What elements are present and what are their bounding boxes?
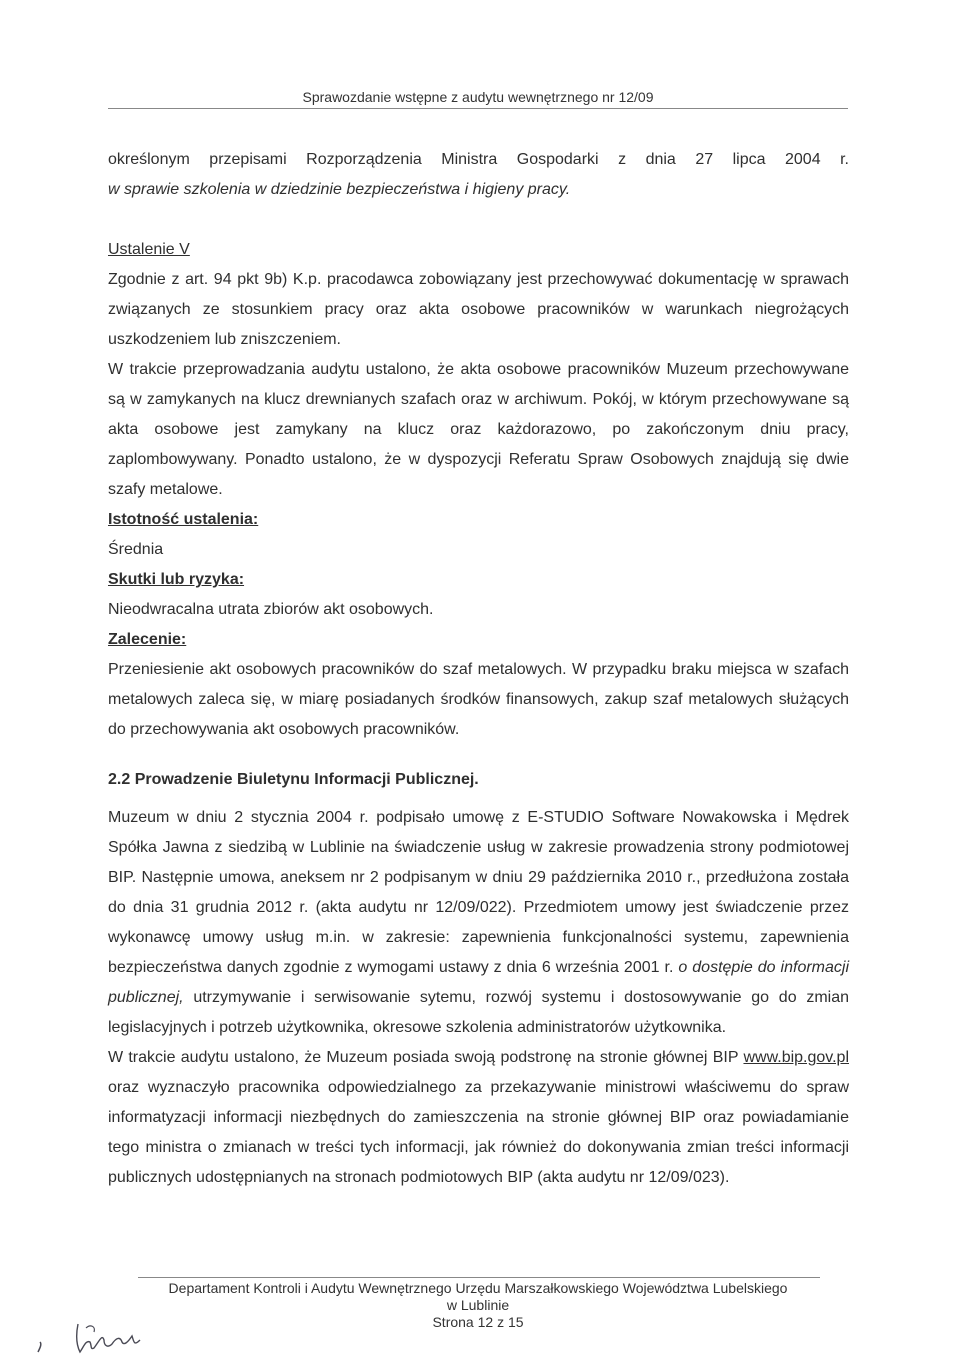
act-title-italic: o dostępie do informacji publicznej, bbox=[108, 959, 850, 1006]
recommendation-heading: Zalecenie: bbox=[108, 631, 187, 648]
significance-heading: Istotność ustalenia: bbox=[108, 511, 259, 528]
finding-paragraph-2: W trakcie przeprowadzania audytu ustalono, że akta osobowe pracowników Muzeum przechowywane są w zamykanych na klucz drewnianych szafach oraz w archiwum. Pokój, w którym przechowywane są akta osobowe jest zamykany na klucz oraz każdorazowo, po zakończonym dniu pracy, zaplombowywany. Ponadto ustalono, że w dyspozycji Referatu Spraw Osobowych znajdują się dwie szafy metalowe. bbox=[108, 361, 849, 498]
risks-heading: Skutki lub ryzyka: bbox=[108, 571, 245, 588]
section-title: 2.2 Prowadzenie Biuletynu Informacji Publicznej. bbox=[108, 771, 479, 788]
page-number: Strona 12 z 15 bbox=[432, 1314, 524, 1330]
risks-value: Nieodwracalna utrata zbiorów akt osobowych. bbox=[108, 601, 434, 618]
document-body bbox=[108, 145, 849, 1193]
footer-city: w Lublinie bbox=[446, 1297, 510, 1313]
bip-paragraph-2 bbox=[108, 1043, 849, 1193]
running-header: Sprawozdanie wstępne z audytu wewnętrznego nr 12/09 bbox=[302, 89, 654, 105]
finding-heading: Ustalenie V bbox=[108, 241, 190, 258]
bip-link[interactable]: www.bip.gov.pl bbox=[743, 1049, 849, 1066]
bip-paragraph-2-text-b: oraz wyznaczyło pracownika odpowiedzialnego za przekazywanie ministrowi właściwemu do spraw informatyzacji informacji niezbędnych do zamieszczenia na stronie głównej BIP oraz powiadamianie tego ministra o zmianach w treści tych informacji, jak również do dokonywania zmian treści informacji publicznych udostępnianych na stronach podmiotowych BIP (akta audytu nr 12/09/023). bbox=[108, 1079, 849, 1186]
intro-line-2-regulation-title: w sprawie szkolenia w dziedzinie bezpieczeństwa i higieny pracy. bbox=[108, 181, 571, 198]
header-divider bbox=[108, 108, 848, 109]
bip-paragraph-2-text-a: W trakcie audytu ustalono, że Muzeum posiada swoją podstronę na stronie głównej BIP bbox=[108, 1049, 744, 1066]
bip-paragraph-1-text-a: Muzeum w dniu 2 stycznia 2004 r. podpisało umowę z E-STUDIO Software Nowakowska i Mędrek Spółka Jawna z siedzibą w Lublinie na świadczenie usług w zakresie prowadzenia strony podmiotowej BIP. Następnie umowa, aneksem nr 2 podpisanym w dniu 29 października 2010 r., przedłużona została do dnia 31 grudnia 2012 r. (akta audytu nr 12/09/022). Przedmiotem umowy jest świadczenie przez wykonawcę umowy usług m.in. w zakresie: zapewnienia funkcjonalności systemu, zapewnienia bezpieczeństwa danych zgodnie z wymogami ustawy z dnia 6 września 2001 r. bbox=[108, 809, 849, 976]
recommendation-value: Przeniesienie akt osobowych pracowników do szaf metalowych. W przypadku braku miejsca w szafach metalowych zaleca się, w miarę posiadanych środków finansowych, zakup szaf metalowych służących do przechowywania akt osobowych pracowników. bbox=[108, 661, 849, 738]
page-footer bbox=[108, 1280, 848, 1331]
footer-divider bbox=[138, 1277, 820, 1278]
significance-value: Średnia bbox=[108, 541, 164, 558]
footer-department: Departament Kontroli i Audytu Wewnętrznego Urzędu Marszałkowskiego Województwa Lubelskiego bbox=[168, 1280, 788, 1296]
intro-line-1: określonym przepisami Rozporządzenia Ministra Gospodarki z dnia 27 lipca 2004 r. bbox=[108, 151, 849, 168]
bip-paragraph-1 bbox=[108, 803, 849, 1043]
finding-paragraph-1: Zgodnie z art. 94 pkt 9b) K.p. pracodawca zobowiązany jest przechowywać dokumentację w sprawach związanych ze stosunkiem pracy oraz akta osobowe pracowników w warunkach niegrożących uszkodzeniem lub zniszczeniem. bbox=[108, 271, 849, 348]
handwritten-initials-icon bbox=[30, 1318, 170, 1358]
bip-paragraph-1-text-b: utrzymywanie i serwisowanie sytemu, rozwój systemu i dostosowywanie go do zmian legislacyjnych i potrzeb użytkownika, okresowe szkolenia administratorów użytkownika. bbox=[108, 989, 849, 1036]
